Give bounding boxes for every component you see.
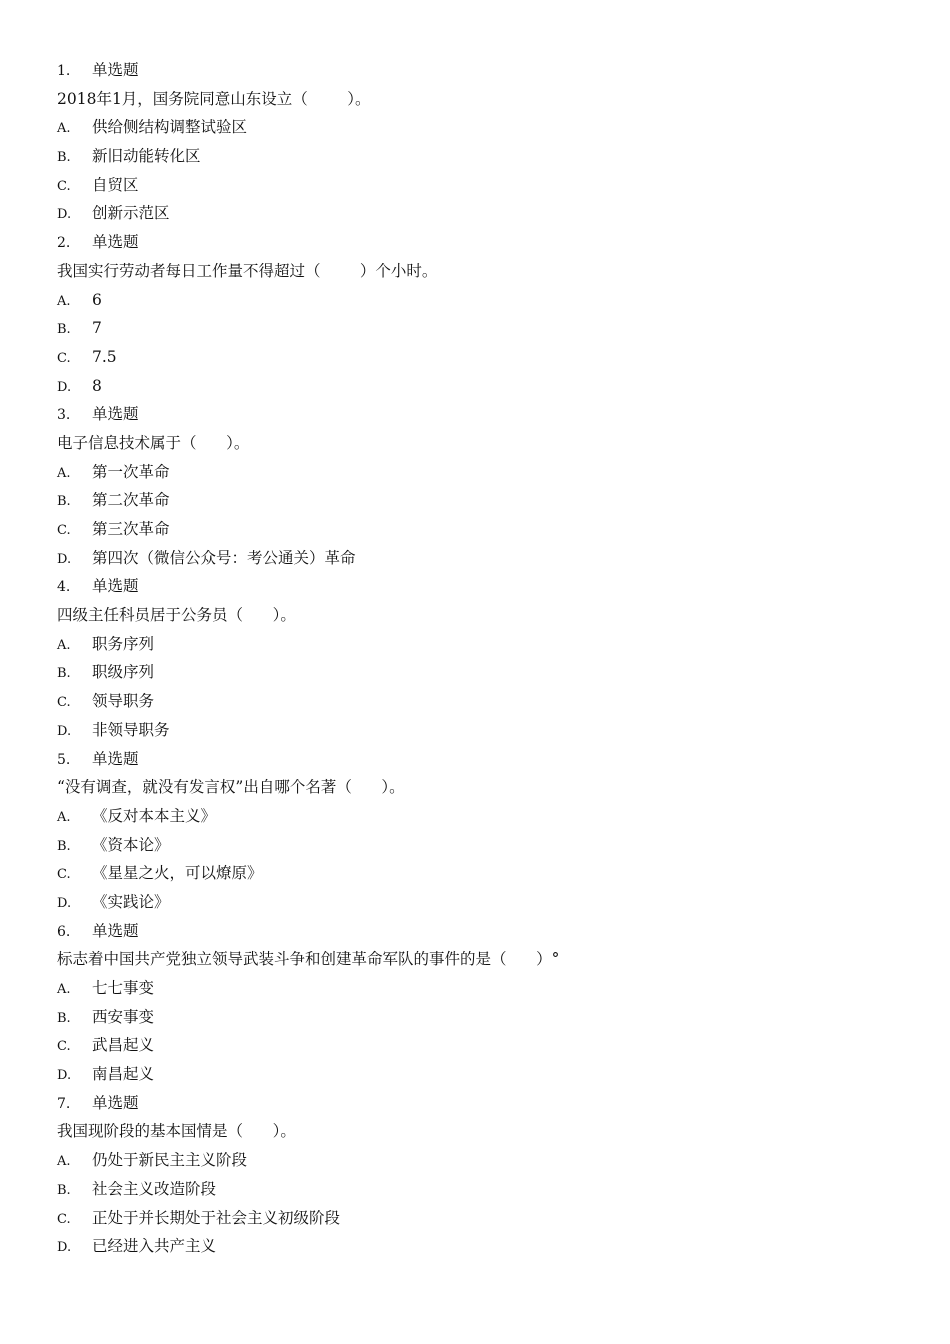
option-text: 南昌起义	[92, 1065, 155, 1084]
question-stem: 我国现阶段的基本国情是（ ）。	[57, 1122, 296, 1141]
option-c	[0, 1204, 950, 1233]
option-letter: B.	[57, 838, 71, 854]
option-letter: D.	[57, 895, 72, 911]
question-number: 2.	[57, 235, 71, 252]
question-header	[0, 1089, 950, 1118]
option-d	[0, 199, 950, 228]
option-text: 创新示范区	[92, 204, 170, 223]
option-d	[0, 1232, 950, 1261]
option-a	[0, 630, 950, 659]
option-c	[0, 1031, 950, 1060]
option-letter: A.	[57, 465, 71, 481]
option-text: 新旧动能转化区	[92, 147, 201, 166]
option-text: 《星星之火，可以燎原》	[92, 864, 263, 883]
option-letter: B.	[57, 494, 71, 510]
question-stem: “没有调查，就没有发言权”出自哪个名著（ ）。	[57, 778, 405, 797]
option-text: 第一次革命	[92, 462, 170, 481]
option-text: 6	[92, 290, 102, 309]
option-letter: A.	[57, 982, 71, 997]
option-letter: D.	[57, 379, 72, 395]
option-letter: A.	[57, 121, 71, 137]
option-d	[0, 544, 950, 573]
question-number: 5.	[57, 751, 71, 768]
question-number: 4.	[57, 579, 71, 596]
option-b	[0, 142, 950, 171]
option-letter: C.	[57, 523, 71, 538]
option-b	[0, 314, 950, 343]
question-type: 单选题	[92, 1093, 139, 1112]
option-text: 《资本论》	[92, 835, 170, 854]
option-c	[0, 687, 950, 716]
option-d	[0, 372, 950, 401]
option-text: 自贸区	[92, 175, 139, 194]
option-c	[0, 171, 950, 200]
option-letter: B.	[57, 322, 71, 338]
question-type: 单选题	[92, 749, 139, 768]
question-type: 单选题	[92, 233, 139, 252]
question-number: 7.	[57, 1095, 71, 1112]
option-letter: A.	[57, 1154, 71, 1170]
option-a	[0, 458, 950, 487]
option-text: 供给侧结构调整试验区	[92, 118, 248, 137]
option-d	[0, 1060, 950, 1089]
option-text: 《实践论》	[92, 892, 170, 911]
option-letter: B.	[57, 1010, 71, 1026]
option-text: 第二次革命	[92, 491, 170, 510]
question-stem: 电子信息技术属于（ ）。	[57, 433, 250, 452]
option-letter: A.	[57, 637, 71, 653]
option-text: 七七事变	[92, 979, 155, 997]
option-a	[0, 802, 950, 831]
option-b	[0, 486, 950, 515]
option-letter: D.	[57, 551, 72, 567]
question-header	[0, 572, 950, 601]
option-a	[0, 974, 950, 1003]
question-header	[0, 228, 950, 257]
option-letter: D.	[57, 207, 72, 223]
option-text: 正处于并长期处于社会主义初级阶段	[92, 1208, 341, 1227]
option-d	[0, 716, 950, 745]
option-b	[0, 831, 950, 860]
question-number: 6.	[57, 923, 71, 940]
option-letter: B.	[57, 1182, 71, 1198]
option-text: 非领导职务	[92, 720, 170, 739]
option-text: 7	[92, 319, 102, 338]
question-number: 3.	[57, 407, 71, 424]
option-b	[0, 658, 950, 687]
option-letter: C.	[57, 178, 71, 194]
option-d	[0, 888, 950, 917]
question-stem: 我国实行劳动者每日工作量不得超过（ ）个小时。	[57, 261, 438, 280]
option-letter: C.	[57, 867, 71, 883]
option-a	[0, 286, 950, 315]
option-text: 领导职务	[92, 692, 155, 711]
question-header	[0, 56, 950, 85]
question-type: 单选题	[92, 61, 139, 79]
option-text: 第四次（微信公众号：考公通关）革命	[92, 548, 356, 567]
option-text: 第三次革命	[92, 520, 170, 538]
question-type: 单选题	[92, 577, 139, 596]
option-text: 职级序列	[92, 663, 155, 682]
option-c	[0, 859, 950, 888]
question-type: 单选题	[92, 405, 139, 424]
question-header	[0, 400, 950, 429]
option-text: 7.5	[92, 347, 117, 366]
question-number: 1.	[57, 63, 71, 79]
option-text: 职务序列	[92, 634, 155, 653]
option-letter: B.	[57, 150, 71, 166]
option-letter: A.	[57, 809, 71, 825]
question-header	[0, 917, 950, 946]
question-stem: 2018年1月，国务院同意山东设立（ ）。	[57, 89, 371, 108]
option-letter: B.	[57, 666, 71, 682]
option-b	[0, 1175, 950, 1204]
option-text: 社会主义改造阶段	[92, 1179, 217, 1198]
option-text: 西安事变	[92, 1007, 155, 1026]
option-letter: C.	[57, 1039, 71, 1055]
option-letter: D.	[57, 723, 72, 739]
option-text: 已经进入共产主义	[92, 1237, 217, 1256]
option-text: 仍处于新民主主义阶段	[92, 1151, 248, 1170]
question-stem: 标志着中国共产党独立领导武装斗争和创建革命军队的事件的是（ ）°	[57, 950, 560, 969]
option-letter: D.	[57, 1240, 72, 1256]
option-a	[0, 113, 950, 142]
question-header	[0, 745, 950, 774]
option-text: 《反对本本主义》	[92, 806, 217, 825]
option-text: 武昌起义	[92, 1036, 155, 1055]
question-type: 单选题	[92, 921, 139, 940]
option-c	[0, 343, 950, 372]
option-text: 8	[92, 376, 102, 395]
option-letter: C.	[57, 350, 71, 366]
question-stem: 四级主任科员居于公务员（ ）。	[57, 606, 296, 625]
question-list	[0, 56, 950, 1261]
option-letter: C.	[57, 695, 71, 711]
option-letter: A.	[57, 293, 71, 309]
option-b	[0, 1003, 950, 1032]
option-c	[0, 515, 950, 544]
option-letter: D.	[57, 1068, 72, 1084]
option-a	[0, 1146, 950, 1175]
option-letter: C.	[57, 1211, 71, 1227]
